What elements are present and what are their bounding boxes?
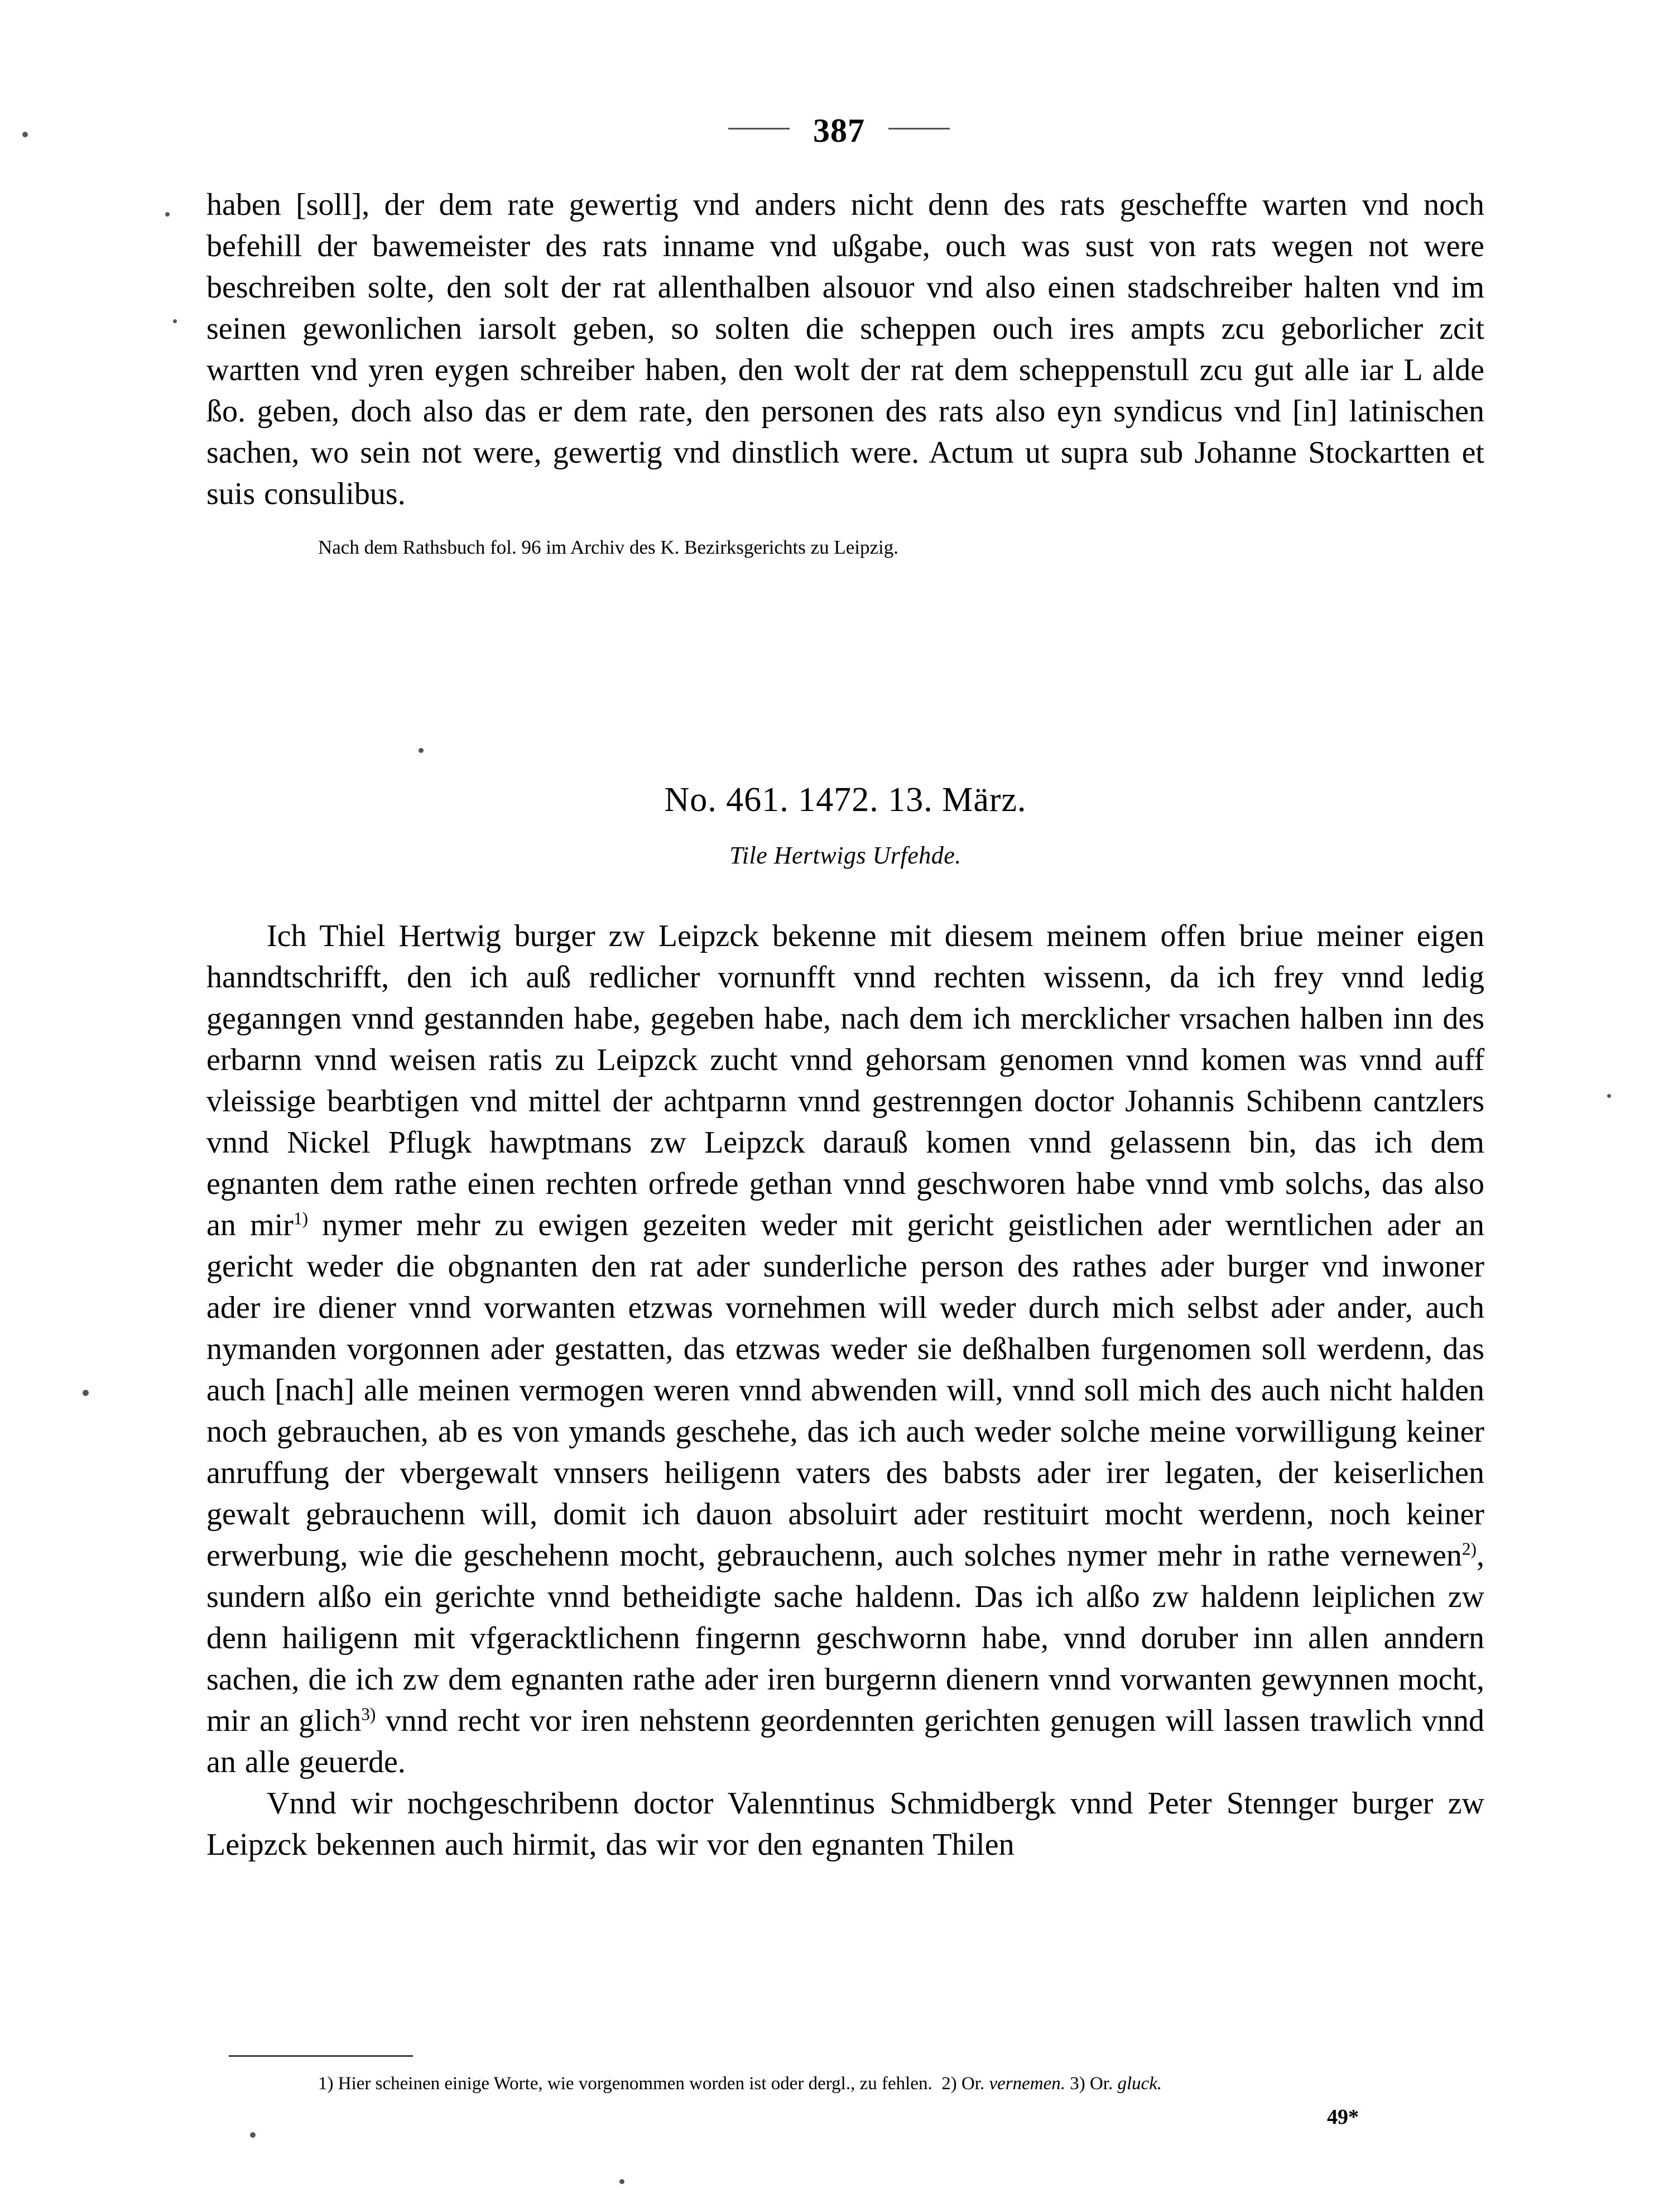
scan-speckle	[419, 748, 424, 753]
paragraph-1-segment-c: , sundern alßo ein gerichte vnnd betheidigte sache haldenn. Das ich alßo zw haldenn leiplichen zw denn hailigenn mit vfgeracktlichenn fingernn geschwornn habe, vnnd doruber inn allen anndern sachen, die ich zw dem egnanten rathe ader iren burgernn dienern vnnd vorwanten gewynnen mocht, mir an glich	[206, 1538, 1484, 1738]
entry-continued-paragraph: haben [soll], der dem rate gewertig vnd anders nicht denn des rats gescheffte warten vnd noch befehill der bawemeister des rats inname vnd ußgabe, ouch was sust von rats wegen not were beschreiben solte, den solt der rat allenthalben alsouor vnd also einen stadschreiber halten vnd im seinen gewonlichen iarsolt geben, so solten die scheppen ouch ires ampts zcu geborlicher zcit wartten vnd yren eygen schreiber haben, den wolt der rat dem scheppenstull zcu gut alle iar L alde ßo. geben, doch also das er dem rate, den personen des rats also eyn syndicus vnd [in] latinischen sachen, wo sein not were, gewertig vnd dinstlich were. Actum ut supra sub Johanne Stockartten et suis consulibus.	[206, 188, 1484, 511]
footnote-2-prefix: Or.	[961, 2074, 985, 2094]
entry-461-subtitle: Tile Hertwigs Urfehde.	[729, 842, 961, 869]
running-head	[0, 112, 1678, 150]
footnote-2-word: vernemen.	[989, 2074, 1065, 2094]
scan-speckle	[1607, 1094, 1611, 1098]
footnote-ref-2[interactable]: 2)	[1461, 1539, 1477, 1559]
scan-speckle	[83, 1390, 89, 1396]
entry-461-body	[206, 915, 1484, 1865]
entry-continued-attribution: Nach dem Rathsbuch fol. 96 im Archiv des K. Bezirksgerichts zu Leipzig.	[318, 536, 899, 558]
scan-speckle	[165, 212, 170, 217]
scan-speckle	[250, 2132, 256, 2138]
footnote-3-marker: 3)	[1070, 2074, 1085, 2094]
footnote-3-word: gluck.	[1117, 2074, 1162, 2094]
head-rule-left	[728, 128, 790, 129]
paragraph-1-segment-b: nymer mehr zu ewigen gezeiten weder mit gericht geistlichen ader werntlichen ader an gericht weder die obgnanten den rat ader sunderliche person des rathes ader burger vnd inwoner ader ire diener vnnd vorwanten etzwas vornehmen will weder durch mich selbst ader ander, auch nymanden vorgonnen ader gestatten, das etzwas weder sie deßhalben furgenomen soll werdenn, das auch [nach] alle meinen vermogen weren vnnd abwenden will, vnnd soll mich des auch nicht halden noch gebrauchen, ab es von ymands geschehe, das ich auch weder solche meine vorwilligung keiner anruffung der vbergewalt vnnsers heiligenn vaters des babsts ader irer legaten, der keiserlichen gewalt gebrauchenn will, domit ich dauon absoluirt ader restituirt mocht werdenn, noch keiner erwerbung, wie die geschehenn mocht, gebrauchenn, auch solches nymer mehr in rathe vernewen	[206, 1208, 1484, 1573]
footnote-ref-3[interactable]: 3)	[361, 1704, 376, 1724]
footnote-3-prefix: Or.	[1089, 2074, 1113, 2094]
footnote-ref-1[interactable]: 1)	[293, 1208, 309, 1229]
sheet-signature-mark: 49*	[1327, 2105, 1359, 2129]
entry-461-paragraph-1	[206, 915, 1484, 1783]
entry-461-heading: No. 461. 1472. 13. März.	[664, 781, 1027, 819]
footnote-1-marker: 1)	[318, 2074, 334, 2094]
entry-461-block	[206, 776, 1484, 870]
footnote-separator-rule	[229, 2055, 413, 2057]
page-number: 387	[813, 112, 865, 149]
scan-speckle	[22, 132, 28, 137]
scan-speckle	[619, 2179, 624, 2184]
scan-speckle	[173, 319, 177, 323]
entry-continued-block	[206, 184, 1484, 560]
footnote-block	[206, 2055, 1484, 2129]
paragraph-1-segment-d: vnnd recht vor iren nehstenn geordennten gerichten genugen will lassen trawlich vnnd an alle geuerde.	[206, 1704, 1484, 1779]
paragraph-1-segment-a: Ich Thiel Hertwig burger zw Leipzck bekenne mit diesem meinem offen briue meiner eigen hanndtschrifft, den ich auß redlicher vornunfft vnnd rechten wissenn, da ich frey vnnd ledig geganngen vnnd gestannden habe, gegeben habe, nach dem ich mercklicher vrsachen halben inn des erbarnn vnnd weisen ratis zu Leipzck zucht vnnd gehorsam genomen vnnd komen was vnnd auff vleissige bearbtigen vnd mittel der achtparnn vnnd gestrenngen doctor Johannis Schibenn cantzlers vnnd Nickel Pflugk hawptmans zw Leipzck darauß komen vnnd gelassenn bin, das ich dem egnanten dem rathe einen rechten orfrede gethan vnnd geschworen habe vnnd vmb solchs, das also an mir	[206, 919, 1484, 1242]
footnote-2-marker: 2)	[941, 2074, 957, 2094]
footnote-line	[206, 2071, 1484, 2096]
entry-461-paragraph-2: Vnnd wir nochgeschribenn doctor Valenntinus Schmidbergk vnnd Peter Stennger burger zw Leipzck bekennen auch hirmit, das wir vor den egnanten Thilen	[206, 1786, 1484, 1862]
footnote-1-text: Hier scheinen einige Worte, wie vorgenommen worden ist oder dergl., zu fehlen.	[338, 2074, 932, 2094]
head-rule-right	[888, 128, 950, 129]
